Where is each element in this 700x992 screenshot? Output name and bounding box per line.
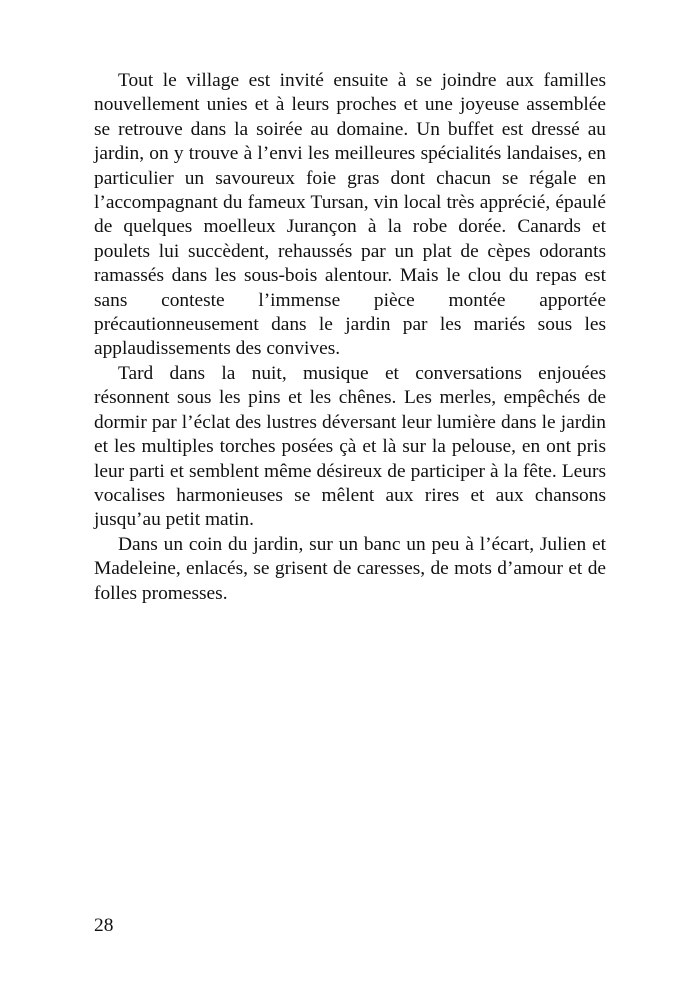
paragraph-1: Tout le village est invité ensuite à se joindre aux familles nouvellement unies et à leurs proches et une joyeuse assemblée se retrouve dans la soirée au domaine. Un buffet est dressé au jardin, on y trouve à l’envi les meilleures spécialités landaises, en particulier un savoureux foie gras dont chacun se régale en l’accompagnant du fameux Tursan, vin local très apprécié, épaulé de quelques moelleux Jurançon à la robe dorée. Canards et poulets lui succèdent, rehaussés par un plat de cèpes odorants ramassés dans les sous-bois alentour. Mais le clou du repas est sans conteste l’immense pièce montée apportée précautionneusement dans le jardin par les mariés sous les applaudissements des convives. (94, 70, 606, 360)
paragraph-3: Dans un coin du jardin, sur un banc un peu à l’écart, Julien et Madeleine, enlacés, se grisent de caresses, de mots d’amour et de folles promesses. (94, 533, 606, 604)
body-text (94, 69, 606, 606)
paragraph-2: Tard dans la nuit, musique et conversations enjouées résonnent sous les pins et les chênes. Les merles, empêchés de dormir par l’éclat des lustres déversant leur lumière dans le jardin et les multiples torches posées çà et là sur la pelouse, en ont pris leur parti et semblent même désireux de participer à la fête. Leurs vocalises harmonieuses se mêlent aux rires et aux chansons jusqu’au petit matin. (94, 362, 606, 531)
page-number: 28 (94, 915, 114, 936)
